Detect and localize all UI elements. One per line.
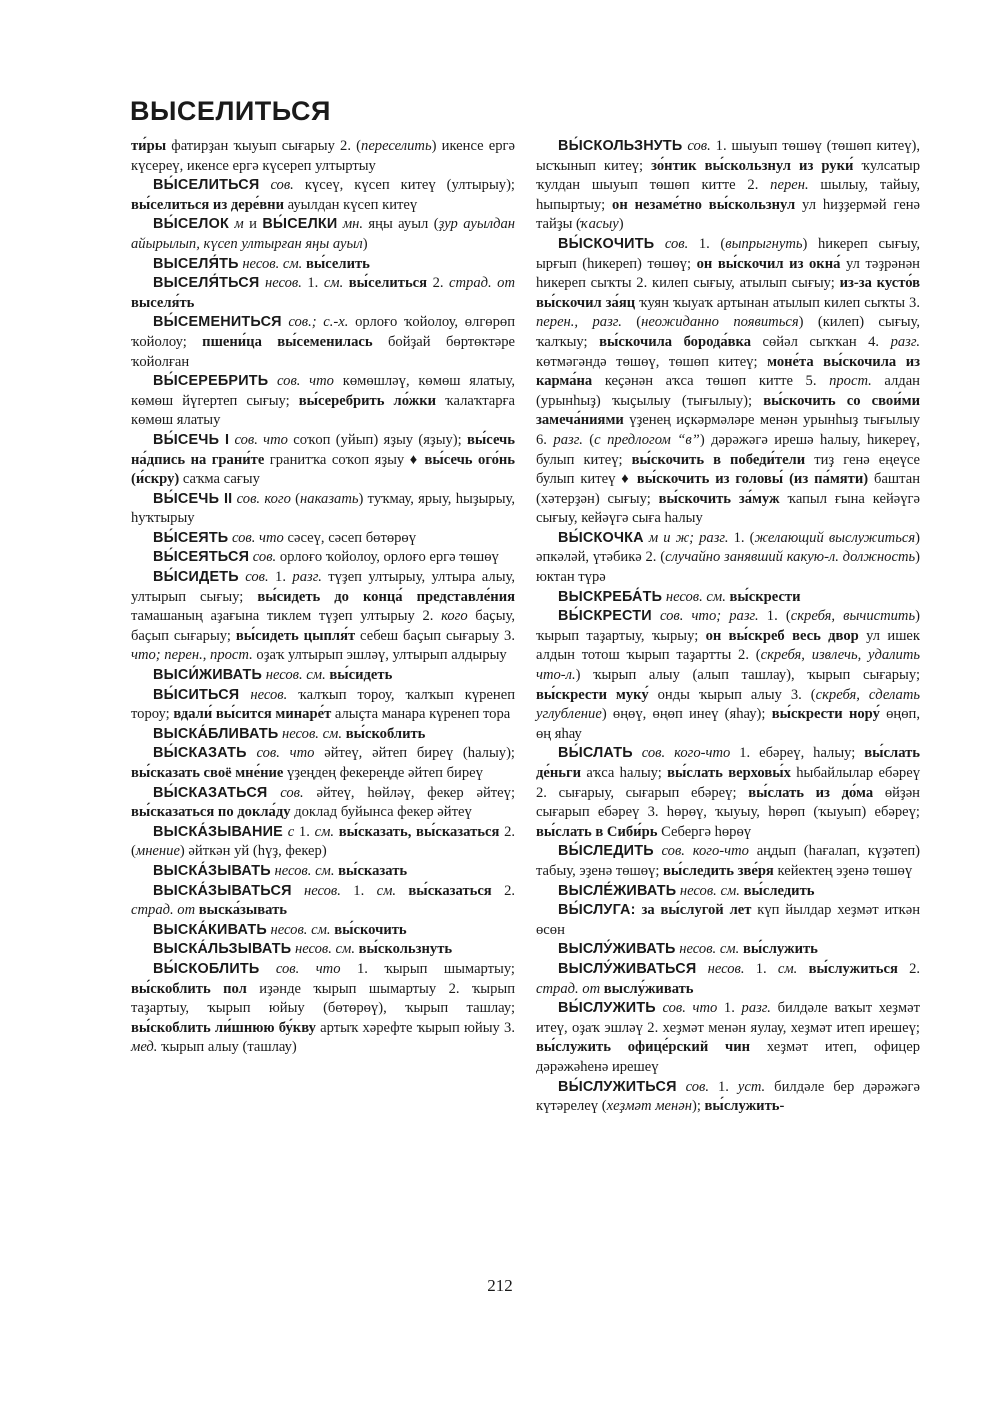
grammar-label: несов. см. (265, 667, 326, 684)
grammar-label: сов. (270, 177, 294, 194)
grammar-label: страд. от (131, 902, 196, 919)
translation-text (652, 608, 660, 624)
translation-text: билдәле ваҡыт хеҙмәт итеү, оҙаҡ эшләү 2. хеҙмәт менән яулау, хеҙмәт итеп ирешеү; (536, 1000, 920, 1036)
grammar-label: несов. см. (294, 941, 355, 958)
grammar-label: разг. (890, 333, 920, 350)
translation-text: доклад буйынса фекер әйтеү (290, 804, 472, 821)
grammar-label: кого (441, 608, 468, 625)
translation-text (677, 1079, 686, 1095)
translation-text: онды ҡырып алыу 3. ( (648, 686, 816, 703)
translation-text: оҙаҡ ултырып эшләү, ултырып алдырыу (252, 647, 507, 664)
grammar-label: сов. (245, 569, 269, 586)
grammar-label: хеҙмәт менән (606, 1098, 692, 1115)
grammar-label: несов. (250, 686, 288, 703)
headword: ВЫСЕЛЯ́ТЬСЯ (153, 275, 260, 292)
dictionary-entry (536, 235, 920, 529)
grammar-label: сов. кого-что (641, 745, 731, 762)
grammar-label: сов. что (277, 373, 334, 390)
translation-text: ) (килеп) сығыу, ҡалҡыу; (536, 314, 920, 350)
translation-text: сәсеү, сәсеп бөтөрөү (283, 529, 417, 546)
grammar-label: см. (323, 275, 344, 292)
example-phrase: вы́скоблить пол (131, 980, 247, 997)
grammar-label: с (287, 823, 295, 840)
grammar-label: перен. (770, 177, 809, 194)
translation-text (797, 961, 808, 977)
translation-text (247, 745, 257, 761)
translation-text: билдәле бер дәрәжәгә күтәрелеү ( (536, 1078, 920, 1115)
translation-text: ҡырып алыу (ташлау) (157, 1039, 297, 1056)
grammar-label: сов. (280, 784, 304, 801)
headword: ВЫ́СЛУГА: (558, 902, 636, 919)
example-phrase: зо́нтик вы́скользнул из руки́ (651, 157, 854, 174)
dictionary-entry (131, 274, 515, 313)
headword: ВЫ́СЕЧЬ II (153, 490, 233, 507)
example-phrase: вы́слать в Сиби́рь (536, 823, 658, 840)
translation-text: гранитҡа соҡоп яҙыу ♦ (264, 451, 425, 468)
translation-text: 1. ( (728, 529, 755, 546)
headword: ВЫСЛУ́ЖИВАТЬ (558, 941, 676, 958)
translation-text: себеш баҫып сығарыу 3. (355, 627, 515, 644)
translation-text (396, 883, 408, 899)
grammar-label: страд. от (536, 980, 601, 997)
grammar-label: наказать (300, 490, 359, 507)
headword: ВЫСЛЕ́ЖИВАТЬ (558, 882, 677, 899)
headword: ВЫСКА́ЗЫВАТЬ (153, 862, 271, 879)
grammar-label: несов. (264, 275, 302, 292)
translation-text (239, 687, 250, 703)
dictionary-entry (131, 862, 515, 882)
translation-text (259, 177, 270, 193)
grammar-label: случайно занявший какую-л. должность (665, 549, 916, 566)
translation-text (654, 236, 665, 252)
translation-text: ҡалаҡтарға көмөш ялатыу (131, 392, 515, 429)
grammar-label: сов. что (275, 960, 341, 977)
dictionary-entry (131, 137, 515, 176)
translation-text (654, 843, 662, 859)
translation-text: ҡулсатыр ҡулдан шыуып төшөп китте 2. (536, 157, 920, 194)
example-phrase: ти́ры (131, 138, 167, 154)
headword: ВЫ́СКОЧИТЬ (558, 235, 655, 252)
grammar-label: см. (314, 823, 335, 840)
example-phrase: вы́сечь на́дпись на грани́те (131, 431, 516, 468)
example-phrase: вы́сказаться по докла́ду (131, 804, 291, 821)
dictionary-entry (131, 313, 515, 372)
translation-text: артыҡ хәрефте ҡырып юйыу 3. (315, 1019, 516, 1036)
translation-text: ); (691, 1098, 705, 1115)
translation-text: тиҙ генә еңеүсе булып китеү ♦ (536, 451, 921, 488)
grammar-label: сов. (664, 235, 689, 252)
right-column (536, 137, 920, 1117)
grammar-label: мнение (135, 843, 180, 860)
translation-text: 1. ( (688, 235, 726, 252)
grammar-label: см. (777, 960, 798, 977)
grammar-label: м и ж; разг. (648, 529, 729, 546)
example-phrase: он вы́скочил из окна́ (696, 255, 841, 272)
page-number: 212 (487, 1276, 513, 1295)
grammar-label: страд. от (449, 275, 515, 292)
dictionary-entry (131, 548, 515, 568)
translation-text: ) өңөү, өңөп инеү (яһау); (601, 706, 772, 723)
translation-text: ) икенсе ергә күсереү, икенсе ергә күсереп ултыртыу (131, 138, 515, 174)
translation-text: саҡма сағыу (179, 471, 260, 488)
grammar-label: сов. (687, 138, 711, 154)
translation-text: ҡалҡып тороу, ҡалҡып күренеп тороу; (131, 686, 516, 723)
translation-text (267, 785, 280, 801)
example-phrase: вы́скочить со свои́ми замеча́ниями (536, 392, 920, 429)
example-phrase: вы́сидеть до конца́ представле́ния (257, 588, 516, 605)
grammar-label: что; перен., прост. (131, 647, 253, 664)
example-phrase: вы́селиться из дере́вни (131, 196, 284, 213)
translation-text (259, 961, 275, 977)
headword: ВЫСКА́ЗЫВАНИЕ (153, 823, 283, 840)
translation-text: фатирҙан ҡыуып сығарыу 2. ( (166, 138, 362, 154)
translation-text: и (243, 216, 263, 233)
grammar-label: несов. см. (274, 862, 335, 879)
headword: ВЫСКА́КИВАТЬ (153, 921, 267, 938)
translation-text: ) (362, 235, 368, 252)
headword: ВЫ́СЕЧЬ I (153, 431, 230, 448)
translation-text: ул тәҙрәнән һикереп сыҡты 2. килеп сығыу, атылып сығыу; (536, 255, 920, 292)
headword: ВЫ́СЕЛИТЬСЯ (153, 177, 260, 194)
grammar-label: сов. что; разг. (659, 608, 759, 625)
grammar-label: несов. (707, 960, 745, 977)
headword: ВЫСЛУ́ЖИВАТЬСЯ (558, 960, 697, 977)
grammar-label: несов. см. (282, 725, 343, 742)
grammar-label: несов. см. (679, 941, 740, 958)
headword: ВЫ́СЕМЕНИТЬСЯ (153, 314, 282, 331)
grammar-label: см. (376, 882, 397, 899)
translation-text: ҡуян ҡыуаҡ артынан атылып килеп сыҡты 3. (635, 294, 920, 311)
translation-text: 1. (340, 882, 377, 899)
grammar-label: переселить (361, 138, 432, 154)
translation-text: алыҫта манара күренеп тора (331, 706, 511, 723)
dictionary-entry (536, 842, 920, 881)
example-phrase: вы́скочила борода́вка (599, 333, 752, 350)
translation-text: түҙеп ултырыу, ултыра алыу, ултырып сығыу; (131, 569, 515, 605)
translation-text: әйтеү, әйтеп биреү (һалыу); (314, 745, 515, 762)
headword: ВЫ́СКАЗАТЬ (153, 745, 247, 762)
headword: ВЫ́СЕЯТЬ (153, 529, 229, 546)
grammar-label: ҡасыу (580, 216, 619, 233)
translation-text: тамашаның аҙағына тиклем түҙеп ултырыу 2. (131, 608, 442, 625)
grammar-label: выпрыгнуть (725, 235, 803, 252)
dictionary-entry (536, 999, 920, 1077)
headword: ВЫСЕЛЯ́ТЬ (153, 255, 239, 272)
dictionary-entry (131, 960, 515, 1058)
headword: ВЫСКА́ЗЫВАТЬСЯ (153, 882, 292, 899)
grammar-label: прост. (829, 373, 872, 390)
headword: ВЫ́СИТЬСЯ (153, 686, 240, 703)
translation-text: 2. ( (131, 823, 516, 860)
grammar-label: сов. что (662, 1000, 718, 1017)
grammar-label: сов. что (232, 529, 284, 546)
example-phrase: вы́скоблить (345, 725, 426, 742)
translation-text: күсеү, күсеп китеү (ултырыу); (293, 177, 515, 194)
grammar-label: сов. кого-что (661, 843, 749, 860)
example-phrase: за вы́слугой лет (641, 902, 752, 919)
translation-text: күп йылдар хеҙмәт иткән өсөн (536, 902, 921, 938)
example-phrase: он незаме́тно вы́скользнул (612, 196, 796, 213)
translation-text: көтмәгәндә төшөү, төшөп китеү; (536, 353, 768, 370)
translation-text: кеҫәнән аҡса төшөп китте 5. (592, 373, 830, 390)
example-phrase: вы́сечь ого́нь (и́скру) (131, 451, 516, 488)
translation-text: 1. (744, 960, 778, 977)
example-phrase: вы́скользнуть (358, 941, 453, 958)
grammar-label: несов. см. (679, 882, 740, 899)
translation-text: ( (621, 314, 642, 331)
example-phrase: вы́сказать, вы́сказаться (338, 823, 500, 840)
dictionary-entry (536, 901, 920, 940)
translation-text: алдан (урынһыҙ) ҡыҫылыу (тығылыу); (536, 373, 920, 409)
translation-text: ) һикереп сығыу, ырғып (һикереп) төшөү; (536, 235, 921, 272)
dictionary-entry (536, 1078, 920, 1117)
example-phrase: вы́скочить в победи́тели (631, 451, 806, 468)
dictionary-entry (131, 784, 515, 823)
dictionary-entry (131, 568, 515, 666)
grammar-label: разг. (553, 431, 583, 448)
translation-text: ул ишек алдын тотош ҡырып таҙартты 2. ( (536, 627, 921, 664)
translation-text: баштан (хәтерҙән) сығыу; (536, 471, 920, 507)
headword: ВЫСКА́БЛИВАТЬ (153, 725, 279, 742)
translation-text: 1. (294, 823, 315, 840)
headword: ВЫСИ́ЖИВАТЬ (153, 667, 263, 684)
grammar-label: несов. см. (242, 255, 303, 272)
translation-text: ( (582, 431, 595, 448)
grammar-label: разг. (292, 569, 322, 586)
dictionary-entry (536, 529, 920, 588)
grammar-label: несов. см. (270, 921, 331, 938)
dictionary-entry (131, 921, 515, 941)
translation-text: көмөшләү, көмөш ялатыу, көмөш йүгертеп сығыу; (131, 373, 515, 409)
example-phrase: вы́скрести нору́ (771, 706, 880, 723)
headword: ВЫ́СКОЛЬЗНУТЬ (558, 138, 683, 154)
dictionary-entry (536, 744, 920, 842)
example-phrase: вы́сказать своё мне́ние (131, 765, 284, 781)
example-phrase: вы́слать де́ньги (536, 745, 920, 781)
translation-text: шылыу, тайыу, һыпыртыу; (536, 177, 920, 213)
translation-text: ) ҡырып алыу (алып ташлау), ҡырып сығарыу; (575, 667, 920, 684)
example-phrase: вы́серебрить ло́жки (298, 392, 437, 409)
dictionary-entry (536, 960, 920, 999)
translation-text: хеҙмәт итеп, офицер дәрәжәһенә ирешеү (536, 1039, 921, 1075)
translation-text: 1. (301, 275, 324, 292)
example-phrase: вы́селить (305, 255, 370, 272)
example-phrase: вы́скрести (729, 588, 801, 605)
grammar-label: уст. (737, 1078, 766, 1095)
headword: ВЫ́СЕРЕБРИТЬ (153, 373, 269, 390)
grammar-label: скребя, вычистить (790, 608, 916, 625)
translation-text: 1. ебәреү, һалыу; (730, 745, 865, 762)
dictionary-entry (131, 882, 515, 921)
example-phrase: вы́служить (742, 941, 818, 958)
example-phrase: он вы́скреб весь двор (705, 627, 859, 644)
dictionary-entry (131, 686, 515, 725)
translation-text: ) әйткән уй (һүҙ, фекер) (179, 843, 327, 860)
dictionary-entry (131, 744, 515, 783)
example-phrase: вы́скочить из головы́ (из па́мяти) (636, 471, 869, 488)
translation-text: өңөп, өң яһау (536, 706, 921, 742)
translation-text: ул һиҙҙермәй генә тайҙы ( (536, 196, 920, 233)
dictionary-entry (131, 940, 515, 960)
example-phrase: вы́скрести муку́ (536, 686, 649, 703)
headword: ВЫ́СЛУЖИТЬ (558, 1000, 656, 1017)
translation-text: кейектең эҙенә төшөү (773, 862, 913, 879)
example-phrase: вдали́ вы́сится минаре́т (173, 706, 332, 723)
example-phrase: вы́сидеть (329, 667, 393, 684)
example-phrase: вы́следить зве́ря (663, 862, 774, 879)
headword: ВЫ́СИДЕТЬ (153, 569, 239, 586)
example-phrase: вы́слать из до́ма (748, 784, 874, 801)
translation-text: ) (618, 216, 624, 233)
grammar-label: мн. (342, 216, 364, 233)
example-phrase: вы́сказаться (408, 882, 492, 899)
translation-text: 1. (268, 569, 293, 586)
translation-text: ауылдан күсеп китеү (284, 196, 418, 213)
grammar-label: сов. что (234, 431, 288, 448)
translation-text: яңы ауыл ( (363, 216, 439, 233)
translation-text: 1. шыуып төшөү (төшөп китеү), ысҡынып китеү; (536, 138, 920, 174)
grammar-label: ҙур ауылдан айырылып, күсеп ултырған яңы ауыл (131, 216, 515, 252)
translation-text: ҡапыл ғына кейәүгә сығыу, кейәүгә сыға һалыу (536, 490, 920, 527)
example-phrase: выска́зывать (198, 902, 287, 919)
headword: ВЫ́СЛАТЬ (558, 745, 633, 762)
headword: ВЫ́СКРЕСТИ (558, 608, 652, 625)
translation-text: ( (290, 490, 301, 507)
dictionary-entry (536, 940, 920, 960)
dictionary-entry (131, 372, 515, 431)
example-phrase: вы́скоблить ли́шнюю бу́кву (131, 1019, 316, 1036)
grammar-label: разг. (741, 1000, 771, 1017)
example-phrase: вы́скочить за́муж (658, 490, 780, 507)
translation-text: 1. ( (758, 608, 791, 625)
example-phrase: выслу́живать (603, 980, 694, 997)
translation-text: үҙеңдең фекереңде әйтеп биреү (283, 765, 483, 781)
grammar-label: сов. что (256, 745, 315, 762)
example-phrase: вы́скочить (334, 921, 407, 938)
grammar-label: несов. см. (665, 588, 726, 605)
grammar-label: сов.; с.-х. (288, 314, 349, 331)
dictionary-entry (131, 823, 515, 862)
grammar-label: несов. (304, 882, 341, 899)
dictionary-entry (536, 588, 920, 608)
headword: ВЫСКРЕБА́ТЬ (558, 588, 663, 605)
translation-text: әйтеү, һөйләү, фекер әйтеү; (303, 784, 516, 801)
dictionary-entry (131, 725, 515, 745)
translation-text: һыбайлылар ебәреү 2. сығарыу, сығарып ебәреү; (536, 765, 920, 801)
headword: ВЫ́СКОЧКА (558, 529, 644, 546)
example-phrase: вы́служить- (704, 1098, 785, 1115)
translation-text: үҙенең иҫкәрмәләре менән урынһыҙ тығылыу 6. (536, 412, 920, 448)
grammar-label: скребя, сделать углубление (536, 686, 920, 723)
translation-text: өйҙән сығарып ебәреү 3. һөрөү, ҡыуыу, һөрөп (ҡыуып) ебәреү; (536, 784, 920, 821)
dictionary-entry (131, 490, 515, 529)
dictionary-entry (131, 666, 515, 686)
headword: ВЫСКА́ЛЬЗЫВАТЬ (153, 941, 292, 958)
grammar-label: неожиданно появиться (641, 314, 799, 331)
headword: ВЫ́СЛЕДИТЬ (558, 843, 654, 860)
translation-text: Себергә һөрөү (657, 823, 752, 840)
translation-text: иҙәнде ҡырып шымартыу 2. ҡырып таҙартыу, ҡырып юйыу (бөтөрөү), ҡырып ташлау; (131, 980, 516, 1017)
example-phrase: вы́служить офице́рский чин (536, 1039, 751, 1056)
translation-text: 1. (717, 1000, 742, 1017)
translation-text: 2. (427, 275, 450, 292)
translation-text: 1. ҡырып шымартыу; (340, 960, 515, 977)
translation-text (268, 373, 277, 389)
translation-text: орлоғо ҡойолоу, өлгөрөп ҡойолоу; (131, 314, 516, 350)
grammar-label: желающий выслужиться (754, 529, 916, 546)
grammar-label: с предлогом “в” (594, 431, 700, 448)
translation-text: ) әпкәләй, үтәбикә 2. ( (536, 529, 920, 566)
translation-text: аңдып (һағалап, күҙәтеп) табыу, эҙенә төшөү; (536, 843, 920, 879)
translation-text (292, 883, 304, 899)
translation-text: ) туҡмау, ярыу, һыҙырыу, һуҡтырыу (131, 490, 515, 527)
dictionary-entry (536, 607, 920, 744)
translation-text: баҫыу, баҫып сығарыу; (131, 608, 515, 644)
dictionary-entry (131, 176, 515, 215)
grammar-label: сов. (685, 1078, 709, 1095)
headword: ВЫ́СЕЯТЬСЯ (153, 549, 250, 566)
dictionary-entry (131, 529, 515, 549)
example-phrase: пшени́ца вы́семенилась (202, 333, 373, 350)
translation-text: ) юктан түрә (536, 549, 921, 586)
headword: ВЫ́СЕЛКИ (262, 216, 338, 233)
translation-text: 2. (491, 882, 516, 899)
translation-text: орлоғо ҡойолоу, орлоғо ергә төшөү (276, 549, 499, 566)
translation-text: 2. (897, 960, 921, 977)
grammar-label: перен., разг. (536, 314, 622, 331)
grammar-label: м (234, 216, 244, 233)
example-phrase: выселя́ть (131, 294, 195, 311)
translation-text (633, 745, 642, 761)
translation-text: аҡса һалыу; (581, 765, 668, 781)
grammar-label: сов. кого (236, 490, 291, 507)
translation-text: бойҙай бөртөктәре ҡойолған (131, 333, 515, 370)
dictionary-entry (536, 137, 920, 235)
left-column (131, 137, 515, 1058)
example-phrase: вы́селиться (348, 275, 428, 292)
translation-text: 1. (709, 1078, 738, 1095)
headword: ВЫ́СКАЗАТЬСЯ (153, 784, 268, 801)
translation-text: ) дәрәжәгә ирешә һалыу, һикереү, булып китеү; (536, 431, 920, 468)
example-phrase: вы́служиться (808, 960, 898, 977)
translation-text (696, 961, 707, 977)
dictionary-entry (536, 882, 920, 902)
headword: ВЫ́СКОБЛИТЬ (153, 960, 260, 977)
dictionary-entry (131, 215, 515, 254)
translation-text: ) ҡырып таҙартыу, ҡырыу; (536, 608, 920, 644)
example-phrase: вы́сидеть цыпля́т (235, 627, 356, 644)
example-phrase: из-за кусто́в вы́скочил за́яц (536, 275, 921, 311)
running-head: ВЫСЕЛИТЬСЯ (130, 96, 331, 126)
example-phrase: вы́следить (743, 882, 815, 899)
grammar-label: скребя, извлечь, удалить что-л. (536, 647, 921, 684)
dictionary-entry (131, 431, 515, 490)
translation-text: сөйәл сыҡҡан 4. (751, 333, 891, 350)
translation-text: соҡоп (уйып) яҙыу (яҙыу); (287, 431, 468, 448)
grammar-label: мед. (131, 1039, 158, 1056)
headword: ВЫ́СЛУЖИТЬСЯ (558, 1078, 677, 1095)
example-phrase: вы́сказать (338, 862, 408, 879)
example-phrase: вы́слать верховы́х (667, 765, 791, 781)
headword: ВЫ́СЕЛОК (153, 216, 229, 233)
example-phrase: моне́та вы́скочила из карма́на (536, 353, 921, 390)
grammar-label: сов. (252, 549, 277, 566)
dictionary-entry (131, 255, 515, 275)
